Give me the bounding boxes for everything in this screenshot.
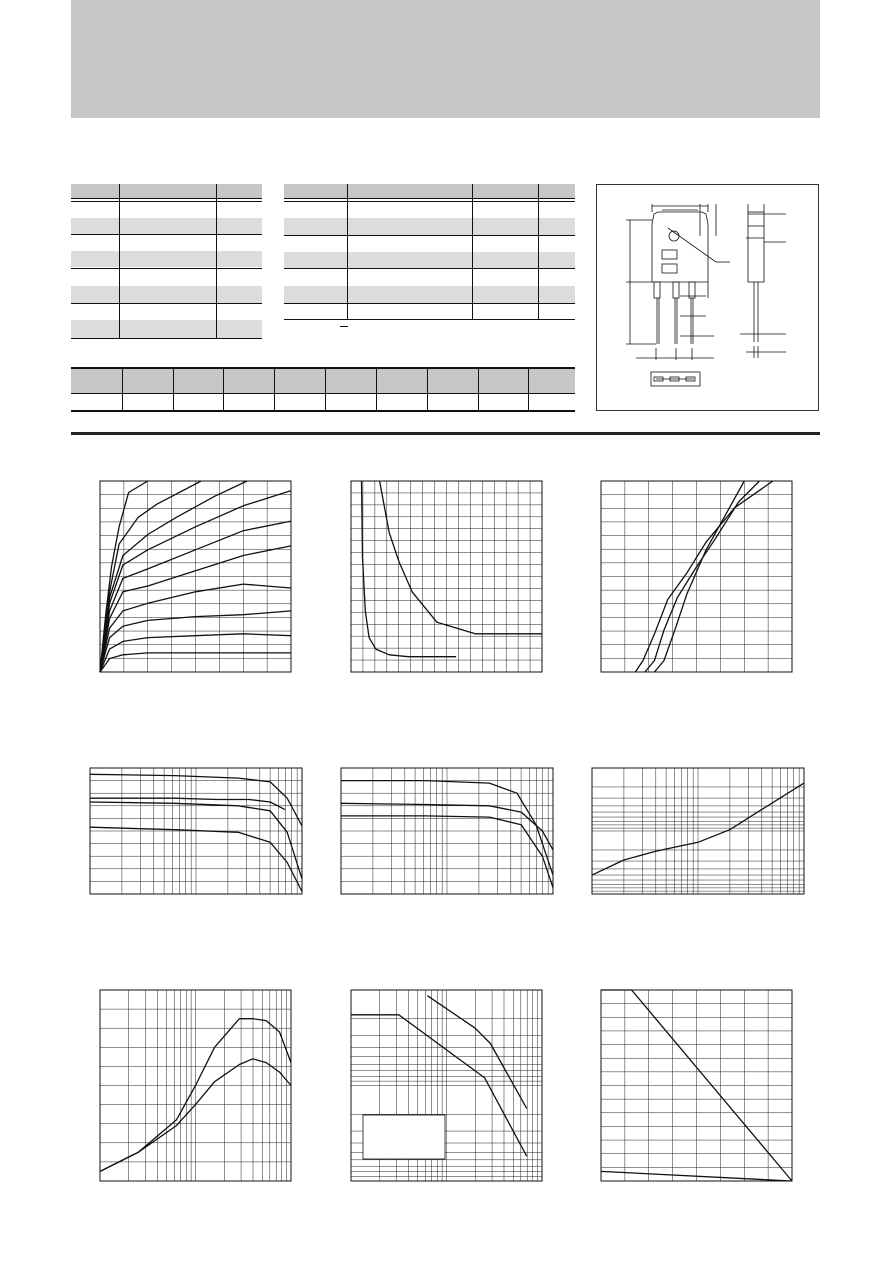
graph-5 <box>341 768 553 894</box>
graph-6-plot <box>592 768 804 894</box>
graph-6 <box>592 768 804 894</box>
table-row <box>71 201 262 202</box>
graph-3 <box>601 481 792 672</box>
graph-5-plot <box>341 768 553 894</box>
graph-1-plot <box>100 481 291 672</box>
header-band <box>71 0 820 118</box>
lower-spec-table <box>71 367 575 412</box>
table-row <box>284 286 575 303</box>
graph-8 <box>351 990 542 1181</box>
graph-3-plot <box>601 481 792 672</box>
grid <box>351 481 542 672</box>
table-header <box>284 184 575 199</box>
table-row <box>71 320 262 338</box>
table-row <box>71 286 262 303</box>
legend-box <box>363 1115 445 1159</box>
table-row <box>71 218 262 234</box>
graph-4-plot <box>90 768 302 894</box>
graph-7 <box>100 990 291 1181</box>
graph-7-plot <box>100 990 291 1181</box>
table-row <box>284 201 575 202</box>
table-row <box>284 218 575 235</box>
left-spec-table <box>71 184 262 339</box>
graph-2-plot <box>351 481 542 672</box>
package-outline-drawing <box>596 184 819 411</box>
graph-4 <box>90 768 302 894</box>
graph-9-plot <box>601 990 792 1181</box>
grid <box>601 481 792 672</box>
series-line-2 <box>380 481 542 634</box>
series-line-1 <box>362 481 457 657</box>
table-header <box>71 184 262 199</box>
grid <box>601 990 792 1181</box>
section-divider <box>71 432 820 435</box>
table-row <box>284 252 575 268</box>
grid <box>592 768 804 894</box>
graph-8-plot <box>351 990 542 1181</box>
table-row <box>71 251 262 267</box>
graph-2 <box>351 481 542 672</box>
overline-mark <box>340 326 348 327</box>
graph-1 <box>100 481 291 672</box>
graph-9 <box>601 990 792 1181</box>
middle-spec-table <box>284 184 575 320</box>
grid <box>341 768 553 894</box>
table-header <box>71 367 575 394</box>
